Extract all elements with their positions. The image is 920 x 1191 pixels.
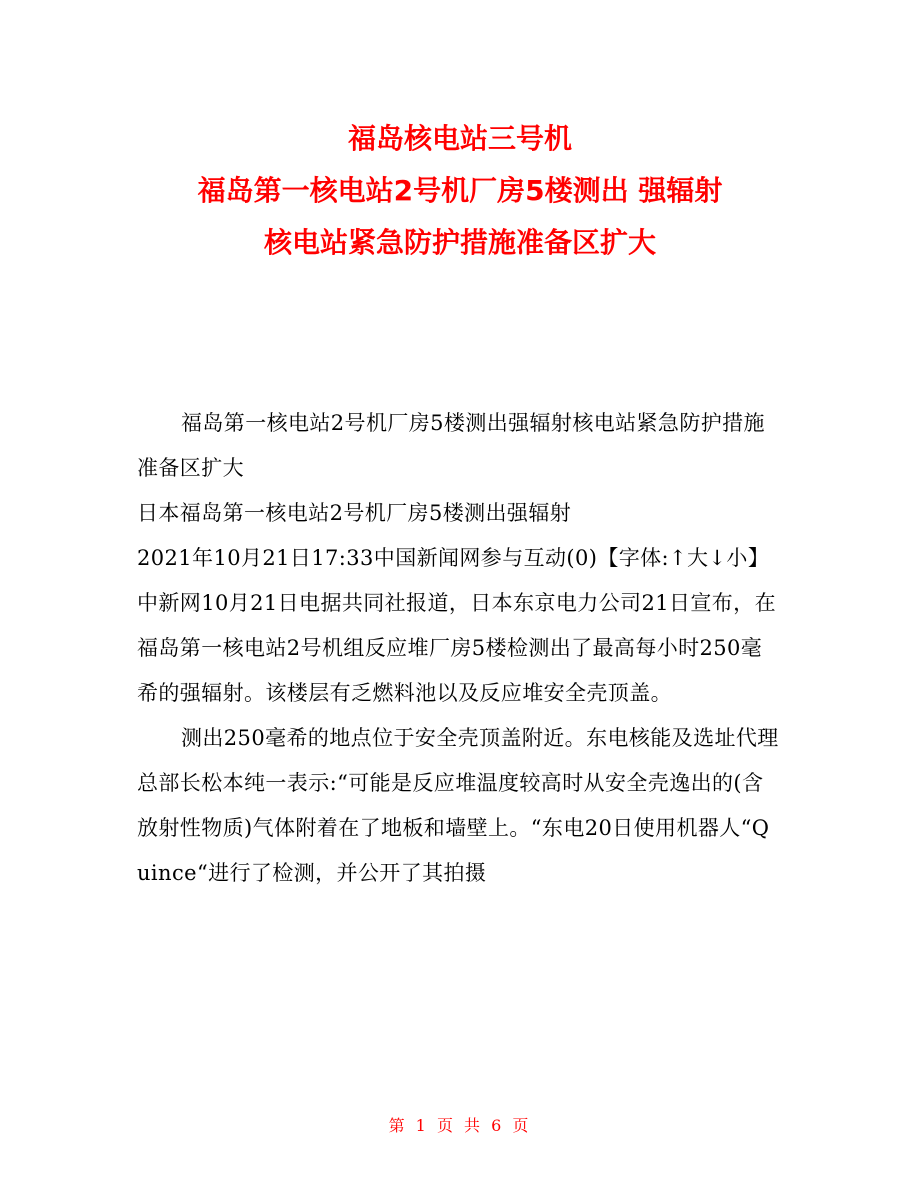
- document-body: [137, 401, 783, 896]
- document-title: [0, 113, 920, 269]
- title-line-1: 福岛核电站三号机: [347, 122, 572, 155]
- news-paragraph-2: 测出250毫希的地点位于安全壳顶盖附近。东电核能及选址代理总部长松本纯一表示:“可能是反应堆温度较高时从安全壳逸出的(含放射性物质)气体附着在了地板和墙壁上。“东电20日使用机器人“Quince“进行了检测，并公开了其拍摄: [137, 726, 779, 885]
- title-line-2: 福岛第一核电站2号机厂房5楼测出 强辐射: [197, 174, 723, 207]
- dateline: 2021年10月21日17:33中国新闻网参与互动(0)【字体:↑大↓小】: [137, 546, 770, 570]
- page-footer: 第 1 页 共 6 页: [388, 1116, 532, 1135]
- subheadline: 日本福岛第一核电站2号机厂房5楼测出强辐射: [137, 501, 572, 525]
- intro-paragraph: 福岛第一核电站2号机厂房5楼测出强辐射核电站紧急防护措施准备区扩大: [137, 411, 765, 480]
- title-line-3: 核电站紧急防护措施准备区扩大: [263, 226, 656, 259]
- news-paragraph-1: 中新网10月21日电据共同社报道，日本东京电力公司21日宣布，在福岛第一核电站2号机组反应堆厂房5楼检测出了最高每小时250毫希的强辐射。该楼层有乏燃料池以及反应堆安全壳顶盖。: [137, 591, 776, 705]
